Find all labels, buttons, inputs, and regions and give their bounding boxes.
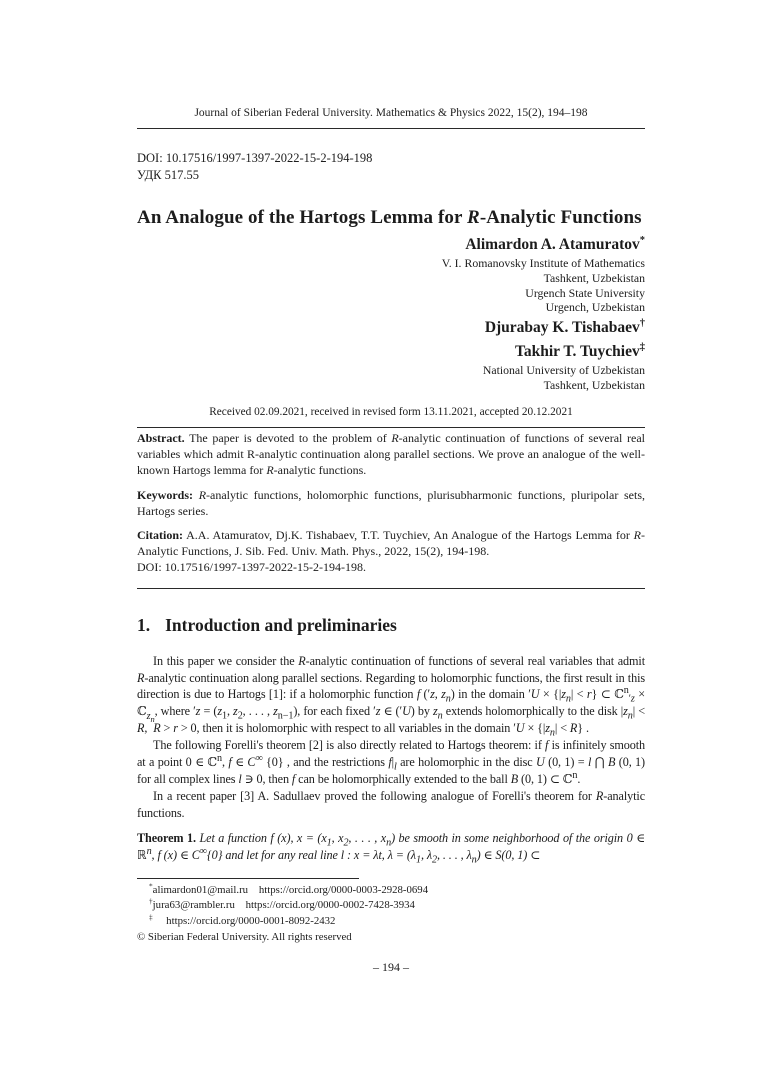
section-title: Introduction and preliminaries [165,614,397,635]
author-affiliation: Tashkent, Uzbekistan [543,377,645,392]
abstract [137,430,645,479]
footnote-line: *alimardon01@mail.ru https://orcid.org/0000-0003-2928-0694 [149,880,429,896]
author-affiliation: V. I. Romanovsky Institute of Mathematics [441,256,645,270]
author-affiliation: Urgench State University [525,285,645,300]
theorem-block [137,830,645,864]
paragraph: In a recent paper [3] A. Sadullaev proved the following analogue of Forelli's theorem for R-analytic functions. [137,788,645,820]
paragraph: The following Forelli's theorem [2] is also directly related to Hartogs theorem: if f is infinitely smooth at a point 0 ∈ ℂ$^n$, f ∈ C∞ {0} , and the restrictions $f|_l$ are holomorphic in the disc U (0, 1) = l ⋂ B (0, 1) for all complex lines l ∋ 0, then f can be holomorphically extended to the ball B (0, 1) ⊂ ℂ$^n$. [137,738,646,786]
footnote-line: ‡ https://orcid.org/0000-0001-8092-2432 [149,912,336,928]
copyright-line: © Siberian Federal University. All rights reserved [137,930,352,943]
paper-title: An Analogue of the Hartogs Lemma for R-Analytic Functions [137,206,642,228]
journal-line: Journal of Siberian Federal University. Mathematics & Physics 2022, 15(2), 194–198 [194,107,588,119]
author-name: Djurabay K. Tishabaev† [484,318,645,337]
identifier-block [137,150,372,184]
keywords-label: Keywords: [137,487,193,502]
abstract-label: Abstract. [137,431,185,445]
footnotes-block [137,880,645,946]
introduction-text [137,653,645,822]
citation-text: A.A. Atamuratov, Dj.K. Tishabaev, T.T. Tuychiev, An Analogue of the Hartogs Lemma for R-Analytic Functions, J. Sib. Fed. Univ. Math. Phys., 2022, 15(2), 194-198. DOI: 10.17516/1997-1397-2022-15-2-194-198. [137,528,645,575]
received-line: Received 02.09.2021, received in revised form 13.11.2021, accepted 20.12.2021 [137,406,645,428]
keywords-text: R-analytic functions, holomorphic functions, plurisubharmonic functions, pluripolar sets, Hartogs series. [137,487,645,518]
page-number: – 194 – [373,959,409,974]
journal-running-head [137,106,645,129]
udk-line: УДК 517.55 [137,168,199,182]
doi-line: DOI: 10.17516/1997-1397-2022-15-2-194-198 [137,151,373,165]
author-affiliation: National University of Uzbekistan [482,363,645,378]
footnote-line: †jura63@rambler.ru https://orcid.org/0000-0002-7428-3934 [149,896,415,912]
author-affiliation: Urgench, Uzbekistan [545,300,645,315]
footnote-divider [137,878,359,879]
authors-block [137,232,645,393]
author-name: Alimardon A. Atamuratov* [465,234,645,253]
theorem-label: Theorem 1. [137,830,196,845]
author-name: Takhir T. Tuychiev‡ [514,342,645,361]
main-column [137,430,645,975]
citation [137,527,645,576]
author-affiliation: Tashkent, Uzbekistan [543,270,645,285]
section-number: 1. [137,614,151,635]
section-divider [137,588,645,589]
section-heading [137,614,645,636]
keywords [137,487,645,519]
paragraph: In this paper we consider the R-analytic continuation of functions of several real variables that admit R-analytic continuation along parallel sections. Regarding to holomorphic functions, the first result in this direction is due to Hartogs [1]: if a holomorphic function f (′z, $z_n$) in the domain $'U \times \{|z_n| < r\}$ ⊂ ℂ$^n_{'z}$ × ℂ$_{z_n}$, where $'z = (z_1$, $z_2$, . . . , $z_{n-1}$), for each fixed ′z ∈ (′U) by $z_n$ extends holomorphically to the disk $|z_n| < R$, R > r > 0, then it is holomorphic with respect to all variables in the domain $'U \times \{|z_n| < R\}$ . [137,653,646,739]
abstract-text: The paper is devoted to the problem of R-analytic continuation of functions of several real variables which admit R-analytic continuation along parallel sections. We prove an analogue of the well-known Hartogs lemma for R-analytic functions. [137,431,645,478]
theorem-text: Let a function f (x), $x = (x_1$, $x_2$, . . . , $x_n$) be smooth in some neighborhood of the origin 0 ∈ ℝ$^n$, f (x) ∈ C∞{0} and let for any real line l : x = λt, $\lambda = (\lambda_1$, $\lambda_2$, . . . , $\lambda_n$) ∈ S(0, 1) ⊂ [137,830,645,866]
citation-label: Citation: [137,528,183,543]
